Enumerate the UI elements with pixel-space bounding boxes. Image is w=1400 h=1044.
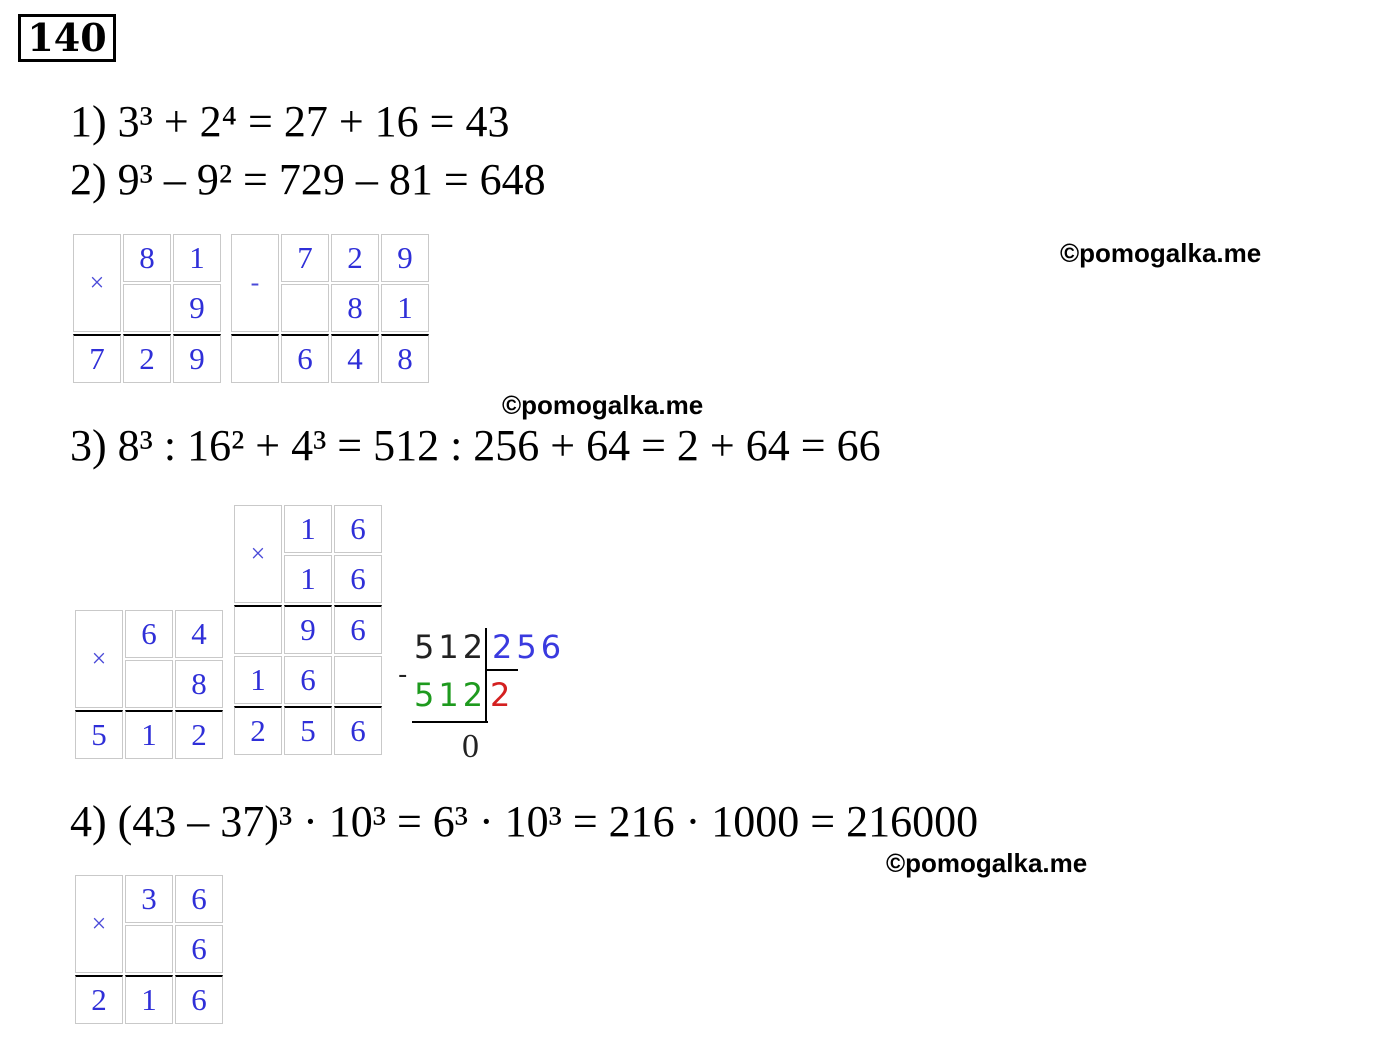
long-division-512-by-256 (398, 622, 578, 772)
digit-cell (334, 656, 382, 704)
digit-cell: 2 (175, 710, 223, 759)
remainder: 0 (462, 728, 483, 765)
digit-cell (234, 605, 282, 654)
problem-number: 140 (18, 14, 116, 62)
digit-cell: 1 (125, 975, 173, 1024)
digit-cell (125, 660, 173, 708)
digit-cell: 6 (334, 505, 382, 553)
digit-cell: 7 (281, 234, 329, 282)
equation-2: 2) 9³ – 9² = 729 – 81 = 648 (70, 155, 546, 204)
digit-cell: 6 (334, 605, 382, 654)
digit-cell: 5 (75, 710, 123, 759)
digit-cell: 6 (334, 555, 382, 603)
digit-cell: 2 (331, 234, 379, 282)
divisor: 256 (492, 628, 566, 666)
digit-cell: 6 (281, 334, 329, 383)
multiplication-81-by-9 (71, 232, 223, 385)
multiplication-36-by-6 (73, 873, 225, 1026)
equation-4: 4) (43 – 37)³ · 10³ = 6³ · 10³ = 216 · 1000 = 216000 (70, 797, 979, 846)
digit-cell: 7 (73, 334, 121, 383)
digit-cell (125, 925, 173, 973)
digit-cell: 9 (173, 334, 221, 383)
digit-cell: 3 (125, 875, 173, 923)
digit-cell: 6 (175, 875, 223, 923)
digit-cell (123, 284, 171, 332)
digit-cell: 1 (284, 555, 332, 603)
digit-cell: 4 (331, 334, 379, 383)
digit-cell: 8 (175, 660, 223, 708)
subtraction-729-minus-81 (229, 232, 431, 385)
dividend: 512 (414, 628, 488, 666)
digit-cell (281, 284, 329, 332)
watermark-3: ©pomogalka.me (886, 848, 1088, 878)
digit-cell: 6 (125, 610, 173, 658)
digit-cell: 6 (175, 975, 223, 1024)
digit-cell: 1 (173, 234, 221, 282)
watermark-2: ©pomogalka.me (502, 390, 704, 420)
digit-cell: 1 (381, 284, 429, 332)
digit-cell: 1 (125, 710, 173, 759)
multiplication-64-by-8 (73, 608, 225, 761)
digit-cell: 6 (175, 925, 223, 973)
digit-cell: 9 (284, 605, 332, 654)
digit-cell: 9 (173, 284, 221, 332)
multiply-sign: × (75, 875, 123, 973)
digit-cell: 2 (234, 706, 282, 755)
digit-cell (231, 334, 279, 383)
digit-cell: 2 (123, 334, 171, 383)
digit-cell: 9 (381, 234, 429, 282)
digit-cell: 8 (331, 284, 379, 332)
digit-cell: 4 (175, 610, 223, 658)
digit-cell: 8 (123, 234, 171, 282)
multiply-sign: × (75, 610, 123, 708)
minus-sign: - (231, 234, 279, 332)
equation-3: 3) 8³ : 16² + 4³ = 512 : 256 + 64 = 2 + 64 = 66 (70, 421, 881, 470)
digit-cell: 1 (284, 505, 332, 553)
digit-cell: 1 (234, 656, 282, 704)
digit-cell: 5 (284, 706, 332, 755)
digit-cell: 6 (334, 706, 382, 755)
multiplication-16-by-16 (232, 503, 384, 757)
equation-1: 1) 3³ + 2⁴ = 27 + 16 = 43 (70, 97, 510, 146)
multiply-sign: × (234, 505, 282, 603)
digit-cell: 2 (75, 975, 123, 1024)
subtrahend: 512 (414, 676, 488, 714)
watermark-1: ©pomogalka.me (1060, 238, 1262, 268)
multiply-sign: × (73, 234, 121, 332)
digit-cell: 8 (381, 334, 429, 383)
minus-sign: - (398, 660, 412, 690)
division-lines (398, 622, 578, 772)
digit-cell: 6 (284, 656, 332, 704)
quotient: 2 (490, 676, 515, 714)
